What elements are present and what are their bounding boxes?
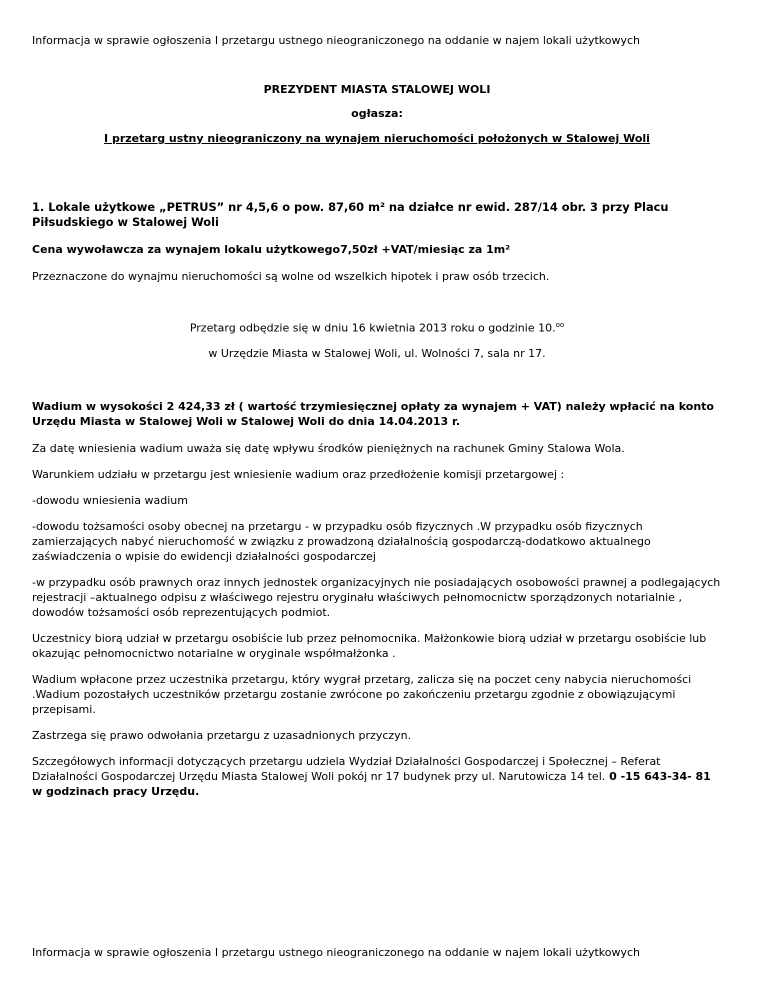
tender-date-minutes: oo xyxy=(555,321,565,329)
contact-phone: 0 -15 643-34- 81 w godzinach pracy Urzędu. xyxy=(32,769,711,798)
document-title: PREZYDENT MIASTA STALOWEJ WOLI xyxy=(263,83,491,96)
condition-item: -dowodu tożsamości osoby obecnej na przetargu - w przypadku osób fizycznych .W przypadku osób fizycznych zamierzających nabyć nieruchomość w związku z prowadzoną działalnością gospodarczą-dodatkowo aktualnego zaświadczenia o wpisie do ewidencji działalności gospodarczej xyxy=(32,519,651,563)
announces-label: ogłasza: xyxy=(351,107,403,120)
running-footer: Informacja w sprawie ogłoszenia I przetargu ustnego nieograniczonego na oddanie w najem lokali użytkowych xyxy=(32,946,641,959)
starting-price: Cena wywoławcza za wynajem lokalu użytkowego7,50zł +VAT/miesiąc za 1m² xyxy=(32,243,511,256)
tender-place: w Urzędzie Miasta w Stalowej Woli, ul. Wolności 7, sala nr 17. xyxy=(208,346,546,360)
property-description: 1. Lokale użytkowe „PETRUS” nr 4,5,6 o pow. 87,60 m² na działce nr ewid. 287/14 obr. 3 przy Placu Piłsudskiego w Stalowej Woli xyxy=(32,200,669,229)
encumbrance-note: Przeznaczone do wynajmu nieruchomości są wolne od wszelkich hipotek i praw osób trzecich. xyxy=(32,270,550,283)
tender-subtitle: I przetarg ustny nieograniczony na wynajem nieruchomości położonych w Stalowej Woli xyxy=(104,132,650,145)
conditions-intro: Warunkiem udziału w przetargu jest wniesienie wadium oraz przedłożenie komisji przetargowej : xyxy=(32,467,565,481)
condition-item: -w przypadku osób prawnych oraz innych jednostek organizacyjnych nie posiadających osobowości prawnej a podlegających rejestracji –aktualnego odpisu z właściwego rejestru oryginału właściwych pełnomocnictw sporządzonych notarialnie , dowodów tożsamości osób reprezentujących podmiot. xyxy=(32,575,721,619)
tender-date-text: Przetarg odbędzie się w dniu 16 kwietnia 2013 roku o godzinie 10. xyxy=(189,321,556,335)
deposit-date-note: Za datę wniesienia wadium uważa się datę wpływu środków pieniężnych na rachunek Gminy Stalowa Wola. xyxy=(32,441,625,455)
participants-note: Uczestnicy biorą udział w przetargu osobiście lub przez pełnomocnika. Małżonkowie biorą udział w przetargu osobiście lub okazując pełnomocnictwo notarialne w oryginale współmałżonka . xyxy=(32,631,707,660)
running-header: Informacja w sprawie ogłoszenia I przetargu ustnego nieograniczonego na oddanie w najem lokali użytkowych xyxy=(32,34,641,47)
contact-info xyxy=(32,754,722,799)
contact-text: Szczegółowych informacji dotyczących przetargu udziela Wydział Działalności Gospodarczej i Społecznej – Referat Działalności Gospodarczej Urzędu Miasta Stalowej Woli pokój nr 17 budynek przy ul. Narutowicza 14 tel. xyxy=(32,754,661,783)
document-body xyxy=(32,82,722,799)
condition-item: -dowodu wniesienia wadium xyxy=(32,493,188,507)
tender-date xyxy=(32,318,722,336)
reservation-note: Zastrzega się prawo odwołania przetargu z uzasadnionych przyczyn. xyxy=(32,728,412,742)
deposit-return-note: Wadium wpłacone przez uczestnika przetargu, który wygrał przetarg, zalicza się na poczet ceny nabycia nieruchomości .Wadium pozostałych uczestników przetargu zostanie zwrócone po zakończeniu przetargu zgodnie z obowiązującymi przepisami. xyxy=(32,672,692,716)
deposit-info: Wadium w wysokości 2 424,33 zł ( wartość trzymiesięcznej opłaty za wynajem + VAT) należy wpłacić na konto Urzędu Miasta w Stalowej Woli w Stalowej Woli do dnia 14.04.2013 r. xyxy=(32,399,714,428)
